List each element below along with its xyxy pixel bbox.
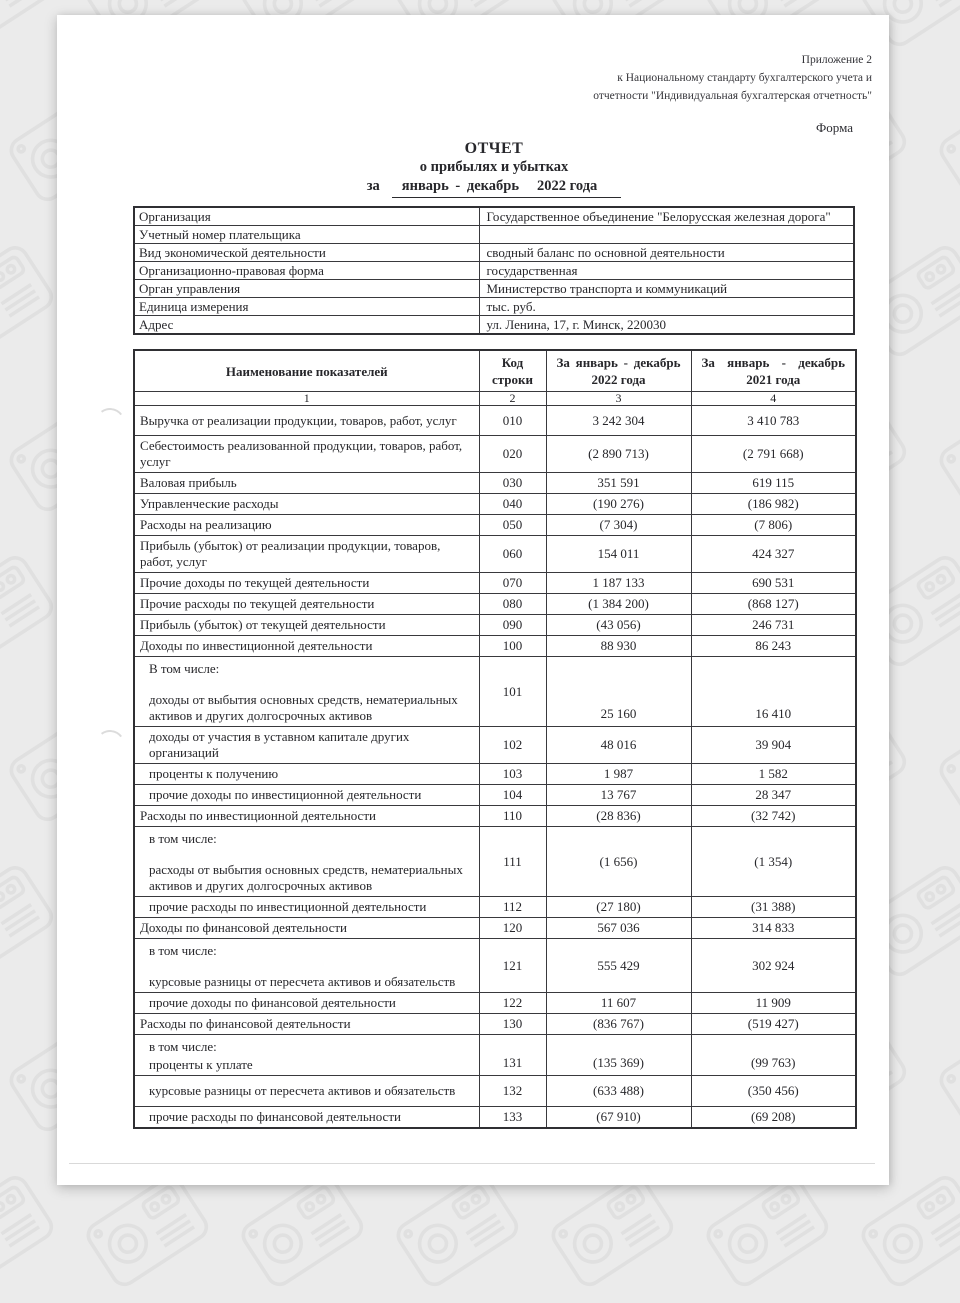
row-code: 104 <box>479 785 546 806</box>
table-row <box>134 536 856 573</box>
row-code: 111 <box>479 827 546 897</box>
income-statement-table <box>133 349 857 1129</box>
row-name: прочие расходы по финансовой деятельности <box>134 1107 479 1129</box>
row-name: Управленческие расходы <box>134 494 479 515</box>
row-value-2022: (2 890 713) <box>546 436 691 473</box>
table-row <box>134 827 856 897</box>
row-value-2022: 25 160 <box>546 657 691 727</box>
row-value-2021: 302 924 <box>691 939 856 993</box>
form-label: Форма <box>816 120 853 135</box>
row-name: прочие расходы по инвестиционной деятельности <box>134 897 479 918</box>
row-value-2022: 13 767 <box>546 785 691 806</box>
document-page <box>57 15 889 1185</box>
appendix-note-line: Приложение 2 <box>801 54 872 66</box>
table-row <box>134 657 856 727</box>
org-info-value: государственная <box>479 262 854 280</box>
row-name: Прибыль (убыток) от текущей деятельности <box>134 615 479 636</box>
row-value-2022: (135 369) <box>546 1035 691 1076</box>
row-name: Валовая прибыль <box>134 473 479 494</box>
row-value-2021: 424 327 <box>691 536 856 573</box>
row-name: Доходы по финансовой деятельности <box>134 918 479 939</box>
table-row <box>134 473 856 494</box>
table-row <box>134 806 856 827</box>
row-value-2022: (633 488) <box>546 1076 691 1107</box>
row-code: 070 <box>479 573 546 594</box>
row-code: 112 <box>479 897 546 918</box>
row-name: В том числе: доходы от выбытия основных средств, нематериальных активов и других долгосрочных активов <box>134 657 479 727</box>
row-name: Прибыль (убыток) от реализации продукции, товаров, работ, услуг <box>134 536 479 573</box>
table-row <box>134 1014 856 1035</box>
row-value-2021: (31 388) <box>691 897 856 918</box>
table-row <box>134 494 856 515</box>
column-number: 2 <box>479 392 546 406</box>
row-code: 060 <box>479 536 546 573</box>
row-code: 050 <box>479 515 546 536</box>
row-value-2022: 1 987 <box>546 764 691 785</box>
row-value-2022: 555 429 <box>546 939 691 993</box>
watermark-icon <box>921 70 960 219</box>
report-period <box>133 177 855 198</box>
col-header-indicator-name: Наименование показателей <box>134 350 479 392</box>
row-name: Расходы по инвестиционной деятельности <box>134 806 479 827</box>
row-name: доходы от участия в уставном капитале других организаций <box>134 727 479 764</box>
org-info-row <box>134 280 854 298</box>
watermark-icon <box>921 1000 960 1149</box>
row-value-2021: (7 806) <box>691 515 856 536</box>
org-info-row <box>134 298 854 316</box>
row-value-2021: 3 410 783 <box>691 406 856 436</box>
row-code: 030 <box>479 473 546 494</box>
row-value-2021: 11 909 <box>691 993 856 1014</box>
row-value-2021: (1 354) <box>691 827 856 897</box>
table-row <box>134 515 856 536</box>
row-value-2022: (836 767) <box>546 1014 691 1035</box>
table-row <box>134 939 856 993</box>
row-value-2022: (7 304) <box>546 515 691 536</box>
table-row <box>134 594 856 615</box>
report-title-line1: ОТЧЕТ <box>464 140 524 157</box>
row-code: 130 <box>479 1014 546 1035</box>
row-name: в том числе: курсовые разницы от пересчета активов и обязательств <box>134 939 479 993</box>
row-value-2022: 48 016 <box>546 727 691 764</box>
row-value-2022: 3 242 304 <box>546 406 691 436</box>
row-value-2021: 690 531 <box>691 573 856 594</box>
org-info-row <box>134 316 854 335</box>
row-code: 110 <box>479 806 546 827</box>
table-row <box>134 615 856 636</box>
org-info-label: Организация <box>134 207 479 226</box>
report-period-months: январь - декабрь <box>401 178 520 194</box>
row-value-2021: 86 243 <box>691 636 856 657</box>
row-value-2021: (350 456) <box>691 1076 856 1107</box>
col-header-2022: За январь - декабрь 2022 года <box>546 350 691 392</box>
row-name: Расходы на реализацию <box>134 515 479 536</box>
row-name: курсовые разницы от пересчета активов и обязательств <box>134 1076 479 1107</box>
row-value-2021: 619 115 <box>691 473 856 494</box>
row-code: 090 <box>479 615 546 636</box>
table-row <box>134 918 856 939</box>
appendix-note-line: к Национальному стандарту бухгалтерского учета и <box>617 72 872 84</box>
table-row <box>134 727 856 764</box>
row-code: 120 <box>479 918 546 939</box>
row-name: Расходы по финансовой деятельности <box>134 1014 479 1035</box>
table-row <box>134 993 856 1014</box>
table-row <box>134 1076 856 1107</box>
table-row <box>134 785 856 806</box>
table-row <box>134 1035 856 1076</box>
org-info-value: ул. Ленина, 17, г. Минск, 220030 <box>479 316 854 335</box>
row-value-2022: 88 930 <box>546 636 691 657</box>
org-info-label: Орган управления <box>134 280 479 298</box>
report-period-year: 2022 года <box>537 178 598 194</box>
row-name: в том числе: расходы от выбытия основных средств, нематериальных активов и других долгосрочных активов <box>134 827 479 897</box>
row-code: 040 <box>479 494 546 515</box>
row-value-2022: (1 384 200) <box>546 594 691 615</box>
row-value-2021: (69 208) <box>691 1107 856 1129</box>
row-name: проценты к получению <box>134 764 479 785</box>
org-info-value <box>479 226 854 244</box>
row-code: 080 <box>479 594 546 615</box>
row-name: Прочие расходы по текущей деятельности <box>134 594 479 615</box>
org-info-label: Вид экономической деятельности <box>134 244 479 262</box>
org-info-label: Организационно-правовая форма <box>134 262 479 280</box>
row-value-2022: 154 011 <box>546 536 691 573</box>
watermark-icon <box>921 380 960 529</box>
org-info-row <box>134 207 854 226</box>
row-value-2022: 351 591 <box>546 473 691 494</box>
row-value-2021: 16 410 <box>691 657 856 727</box>
row-name: Прочие доходы по текущей деятельности <box>134 573 479 594</box>
column-number: 4 <box>691 392 856 406</box>
page-edge-line <box>69 1163 875 1164</box>
row-value-2021: (2 791 668) <box>691 436 856 473</box>
table-row <box>134 436 856 473</box>
table-header-row <box>134 350 856 392</box>
row-code: 122 <box>479 993 546 1014</box>
row-value-2022: (1 656) <box>546 827 691 897</box>
row-code: 020 <box>479 436 546 473</box>
row-code: 100 <box>479 636 546 657</box>
row-name: в том числе: проценты к уплате <box>134 1035 479 1076</box>
table-row <box>134 406 856 436</box>
row-code: 101 <box>479 657 546 727</box>
organization-info-table <box>133 206 855 335</box>
col-header-2021: За январь - декабрь 2021 года <box>691 350 856 392</box>
row-code: 133 <box>479 1107 546 1129</box>
row-value-2021: (186 982) <box>691 494 856 515</box>
org-info-value: тыс. руб. <box>479 298 854 316</box>
org-info-value: сводный баланс по основной деятельности <box>479 244 854 262</box>
org-info-label: Учетный номер плательщика <box>134 226 479 244</box>
org-info-label: Единица измерения <box>134 298 479 316</box>
row-value-2021: 1 582 <box>691 764 856 785</box>
table-row <box>134 636 856 657</box>
row-name: прочие доходы по финансовой деятельности <box>134 993 479 1014</box>
table-row <box>134 573 856 594</box>
row-value-2021: 314 833 <box>691 918 856 939</box>
row-code: 103 <box>479 764 546 785</box>
row-value-2021: 28 347 <box>691 785 856 806</box>
row-value-2021: (519 427) <box>691 1014 856 1035</box>
row-value-2022: 1 187 133 <box>546 573 691 594</box>
row-value-2021: (32 742) <box>691 806 856 827</box>
row-value-2021: (99 763) <box>691 1035 856 1076</box>
row-value-2021: 39 904 <box>691 727 856 764</box>
column-number-row <box>134 392 856 406</box>
org-info-label: Адрес <box>134 316 479 335</box>
row-name: Доходы по инвестиционной деятельности <box>134 636 479 657</box>
report-title-line2: о прибылях и убытках <box>419 159 569 175</box>
row-value-2021: 246 731 <box>691 615 856 636</box>
org-info-value: Министерство транспорта и коммуникаций <box>479 280 854 298</box>
appendix-note <box>593 51 872 105</box>
table-row <box>134 897 856 918</box>
appendix-note-line: отчетности "Индивидуальная бухгалтерская отчетность" <box>593 90 872 102</box>
row-name: Выручка от реализации продукции, товаров, работ, услуг <box>134 406 479 436</box>
org-info-row <box>134 244 854 262</box>
table-row <box>134 1107 856 1129</box>
hole-punch-mark <box>93 728 127 762</box>
row-code: 131 <box>479 1035 546 1076</box>
column-number: 1 <box>134 392 479 406</box>
row-value-2021: (868 127) <box>691 594 856 615</box>
row-value-2022: 567 036 <box>546 918 691 939</box>
column-number: 3 <box>546 392 691 406</box>
table-row <box>134 764 856 785</box>
org-info-row <box>134 226 854 244</box>
row-value-2022: (67 910) <box>546 1107 691 1129</box>
row-code: 010 <box>479 406 546 436</box>
org-info-row <box>134 262 854 280</box>
report-period-prefix: за <box>366 178 380 194</box>
report-title <box>133 140 855 198</box>
row-code: 102 <box>479 727 546 764</box>
row-value-2022: (28 836) <box>546 806 691 827</box>
row-name: прочие доходы по инвестиционной деятельности <box>134 785 479 806</box>
org-info-value: Государственное объединение "Белорусская железная дорога" <box>479 207 854 226</box>
row-value-2022: 11 607 <box>546 993 691 1014</box>
row-value-2022: (27 180) <box>546 897 691 918</box>
col-header-row-code: Код строки <box>479 350 546 392</box>
row-value-2022: (43 056) <box>546 615 691 636</box>
row-value-2022: (190 276) <box>546 494 691 515</box>
watermark-icon <box>921 690 960 839</box>
hole-punch-mark <box>93 406 127 440</box>
row-code: 121 <box>479 939 546 993</box>
row-code: 132 <box>479 1076 546 1107</box>
row-name: Себестоимость реализованной продукции, товаров, работ, услуг <box>134 436 479 473</box>
